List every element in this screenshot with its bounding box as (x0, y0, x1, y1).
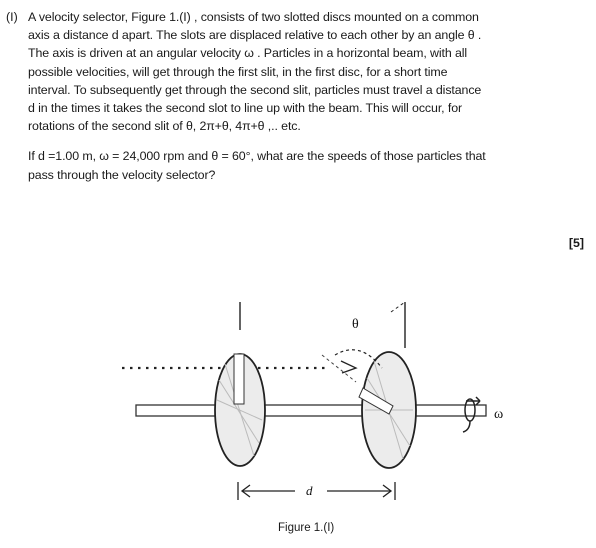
question-line-1: A velocity selector, Figure 1.(I) , consists of two slotted discs mounted on a common (28, 10, 479, 24)
velocity-selector-figure (0, 260, 596, 520)
distance-marker (238, 482, 395, 500)
question-text (28, 8, 588, 184)
marks-label: [5] (568, 236, 584, 250)
distance-label: d (306, 483, 313, 498)
question-line-3: The axis is driven at an angular velocity ω . Particles in a horizontal beam, with all (28, 46, 468, 61)
disc-1 (215, 354, 265, 466)
sub-question-line-2: pass through the velocity selector? (28, 167, 216, 182)
omega-label: ω (494, 407, 504, 422)
axle (136, 405, 486, 416)
disc2-reference-dash (391, 302, 405, 312)
disc1-slot (234, 354, 244, 404)
disc-2 (359, 352, 416, 468)
theta-label: θ (352, 317, 359, 332)
sub-question-line-1: If d =1.00 m, ω = 24,000 rpm and θ = 60°, what are the speeds of those particles that (28, 149, 486, 164)
theta-arrow (341, 361, 356, 373)
figure-caption: Figure 1.(I) (278, 522, 335, 534)
question-line-2: axis a distance d apart. The slots are displaced relative to each other by an angle θ . (28, 28, 482, 43)
question-line-5: interval. To subsequently get through the second slit, particles must travel a distance (28, 82, 482, 97)
question-line-6: d in the times it takes the second slot to line up with the beam. This will occur, for (28, 101, 463, 116)
question-number: (I) (6, 10, 18, 24)
question-line-4: possible velocities, will get through the first slit, in the first disc, for a short time (28, 64, 448, 79)
question-line-7: rotations of the second slit of θ, 2π+θ, 4π+θ ,.. etc. (28, 119, 301, 134)
